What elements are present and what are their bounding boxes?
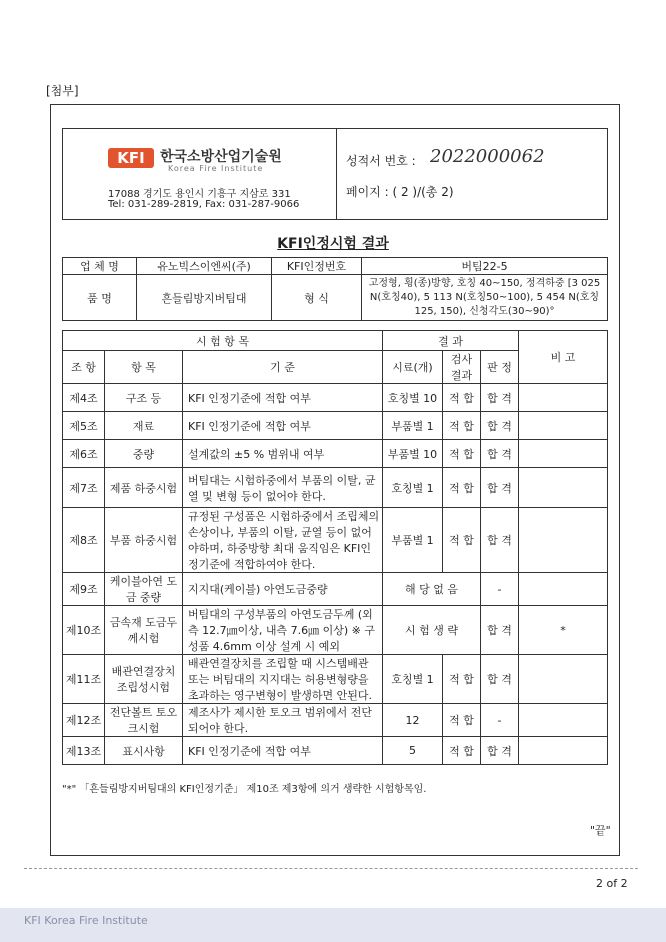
- cell-result: 적 합: [443, 440, 481, 468]
- cell-judgement: 합 격: [481, 655, 519, 704]
- cell-judgement: 합 격: [481, 412, 519, 440]
- cert-number: 2022000062: [430, 146, 545, 167]
- cell-result: 적 합: [443, 468, 481, 508]
- cell-item: 구조 등: [105, 384, 183, 412]
- cell-result: 적 합: [443, 737, 481, 765]
- cell-judgement: -: [481, 704, 519, 737]
- org-name-kr: 한국소방산업기술원: [160, 149, 282, 165]
- cell-sample: 12: [383, 704, 443, 737]
- cell-result: 시 험 생 략: [383, 606, 481, 655]
- cert-no-label: KFI인정번호: [272, 258, 362, 275]
- cell-item: 금속재 도금두께시험: [105, 606, 183, 655]
- table-row: [63, 655, 608, 704]
- cell-item: 제품 하중시험: [105, 468, 183, 508]
- cell-article: 제8조: [63, 508, 105, 573]
- cell-note: [519, 468, 608, 508]
- cell-criteria: 버팀대의 구성부품의 아연도금두께 (외측 12.7㎛이상, 내측 7.6㎛ 이상) ※ 구성품 4.6mm 이상 설계 시 예외: [183, 606, 383, 655]
- cell-result: 적 합: [443, 412, 481, 440]
- cell-article: 제10조: [63, 606, 105, 655]
- cell-criteria: 설계값의 ±5 % 범위내 여부: [183, 440, 383, 468]
- cell-note: *: [519, 606, 608, 655]
- cell-judgement: 합 격: [481, 737, 519, 765]
- col-sample: 시료(개): [383, 351, 443, 384]
- table-row: [63, 384, 608, 412]
- cell-note: [519, 737, 608, 765]
- cell-item: 부품 하중시험: [105, 508, 183, 573]
- col-article: 조 항: [63, 351, 105, 384]
- cell-item: 전단볼트 토오크시험: [105, 704, 183, 737]
- kfi-logo-icon: KFI: [108, 148, 154, 168]
- col-judgement: 판 정: [481, 351, 519, 384]
- attachment-label: [첨부]: [46, 84, 79, 98]
- col-criteria: 기 준: [183, 351, 383, 384]
- table-row: [63, 412, 608, 440]
- cell-item: 재료: [105, 412, 183, 440]
- header-items: 시 험 항 목: [63, 331, 383, 351]
- type-value: 고정형, 횡(종)방향, 호칭 40~150, 정격하중 [3 025 N(호칭40), 5 113 N(호칭50~100), 5 454 N(호칭125, 150), 신청각도(30~90)°: [362, 275, 608, 321]
- cell-judgement: 합 격: [481, 508, 519, 573]
- table-row: [63, 440, 608, 468]
- cell-judgement: 합 격: [481, 440, 519, 468]
- table-row: [63, 704, 608, 737]
- cell-article: 제7조: [63, 468, 105, 508]
- cell-note: [519, 573, 608, 606]
- cell-article: 제5조: [63, 412, 105, 440]
- cell-criteria: 배관연결장치를 조립할 때 시스템배관 또는 버팀대의 지지대는 허용변형량을 초과하는 영구변형이 발생하면 안된다.: [183, 655, 383, 704]
- page-number: 2 of 2: [596, 877, 628, 890]
- company-label: 업 체 명: [63, 258, 137, 275]
- cell-sample: 부품별 1: [383, 508, 443, 573]
- cell-article: 제4조: [63, 384, 105, 412]
- footnote: "*" 「흔들림방지버팀대의 KFI인정기준」 제10조 제3항에 의거 생략한 시험항목임.: [62, 784, 427, 795]
- cert-number-label: 성적서 번호 :: [346, 154, 416, 168]
- table-row: [63, 573, 608, 606]
- footer-brand: KFI Korea Fire Institute: [24, 914, 148, 927]
- cell-criteria: KFI 인정기준에 적합 여부: [183, 737, 383, 765]
- page-info: 페이지 : ( 2 )/(총 2): [346, 185, 454, 199]
- results-table: [62, 330, 608, 765]
- cell-sample: 5: [383, 737, 443, 765]
- cell-result: 적 합: [443, 384, 481, 412]
- table-row: [63, 737, 608, 765]
- cell-judgement: 합 격: [481, 606, 519, 655]
- product-label: 품 명: [63, 275, 137, 321]
- cell-item: 표시사항: [105, 737, 183, 765]
- cell-judgement: -: [481, 573, 519, 606]
- cell-note: [519, 384, 608, 412]
- cell-judgement: 합 격: [481, 468, 519, 508]
- table-row: [63, 468, 608, 508]
- table-row: [63, 606, 608, 655]
- cell-article: 제12조: [63, 704, 105, 737]
- cell-note: [519, 655, 608, 704]
- header-note: 비 고: [519, 331, 608, 384]
- cell-criteria: 지지대(케이블) 아연도금중량: [183, 573, 383, 606]
- table-row: [63, 508, 608, 573]
- end-mark: "끝": [590, 824, 611, 837]
- col-result: 검사 결과: [443, 351, 481, 384]
- cell-article: 제6조: [63, 440, 105, 468]
- info-table: [62, 257, 608, 321]
- cell-note: [519, 508, 608, 573]
- cell-item: 배관연결장치 조립성시험: [105, 655, 183, 704]
- cell-sample: 부품별 1: [383, 412, 443, 440]
- cell-item: 중량: [105, 440, 183, 468]
- cell-criteria: KFI 인정기준에 적합 여부: [183, 412, 383, 440]
- cell-note: [519, 412, 608, 440]
- org-tel: Tel: 031-289-2819, Fax: 031-287-9066: [108, 199, 300, 210]
- company-value: 유노빅스이엔씨(주): [137, 258, 272, 275]
- cell-sample: 호칭별 1: [383, 655, 443, 704]
- page-title: KFI인정시험 결과: [277, 236, 389, 252]
- cell-result: 적 합: [443, 704, 481, 737]
- cell-criteria: 버팀대는 시험하중에서 부품의 이탈, 균열 및 변형 등이 없어야 한다.: [183, 468, 383, 508]
- cell-criteria: KFI 인정기준에 적합 여부: [183, 384, 383, 412]
- col-item: 항 목: [105, 351, 183, 384]
- cell-result: 해 당 없 음: [383, 573, 481, 606]
- cell-note: [519, 440, 608, 468]
- header-divider: [336, 128, 337, 220]
- header-result: 결 과: [383, 331, 519, 351]
- cell-article: 제9조: [63, 573, 105, 606]
- cell-sample: 부품별 10: [383, 440, 443, 468]
- cell-criteria: 제조사가 제시한 토오크 범위에서 전단되어야 한다.: [183, 704, 383, 737]
- cell-note: [519, 704, 608, 737]
- cell-result: 적 합: [443, 655, 481, 704]
- cell-criteria: 규정된 구성품은 시험하중에서 조립체의 손상이나, 부품의 이탈, 균열 등이 없어야하며, 하중방향 최대 움직임은 KFI인정기준에 적합하여야 한다.: [183, 508, 383, 573]
- org-address: 17088 경기도 용인시 기흥구 지삼로 331: [108, 189, 291, 200]
- cell-item: 케이블아연 도금 중량: [105, 573, 183, 606]
- cell-sample: 호칭별 10: [383, 384, 443, 412]
- org-name-en: Korea Fire Institute: [168, 164, 264, 173]
- cert-no-value: 버팀22-5: [362, 258, 608, 275]
- cell-article: 제13조: [63, 737, 105, 765]
- type-label: 형 식: [272, 275, 362, 321]
- cell-sample: 호칭별 1: [383, 468, 443, 508]
- product-value: 흔들림방지버팀대: [137, 275, 272, 321]
- divider: [24, 868, 638, 869]
- cell-judgement: 합 격: [481, 384, 519, 412]
- cell-result: 적 합: [443, 508, 481, 573]
- cell-article: 제11조: [63, 655, 105, 704]
